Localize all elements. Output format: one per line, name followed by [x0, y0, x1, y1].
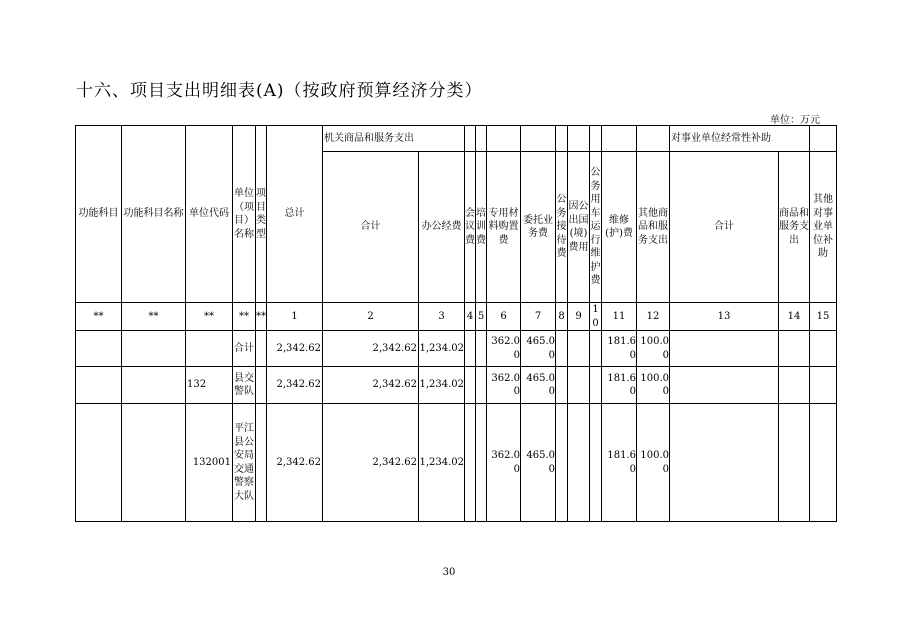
index-cell: 6	[487, 303, 521, 331]
header-special-materials: 专用材料购置费	[487, 152, 521, 303]
header-group-subsidy: 对事业单位经常性补助	[670, 126, 810, 152]
header-group-blank	[487, 126, 521, 152]
cell-total: 2,342.62	[267, 367, 323, 404]
index-cell: 14	[779, 303, 810, 331]
cell-maintenance-fee: 181.60	[602, 331, 637, 367]
cell-vehicle-fee	[590, 367, 602, 404]
cell-other-subsidy	[810, 404, 837, 522]
header-group-blank	[556, 126, 568, 152]
cell-func-subject-name	[122, 367, 186, 404]
cell-vehicle-fee	[590, 331, 602, 367]
cell-meeting-fee	[465, 404, 476, 522]
table-row	[76, 367, 837, 404]
cell-training-fee	[476, 404, 487, 522]
header-subsidy-subtotal: 合计	[670, 152, 779, 303]
header-subsidy-goods-services: 商品和服务支出	[779, 152, 810, 303]
cell-agency-subtotal: 2,342.62	[323, 367, 419, 404]
cell-special-materials: 362.00	[487, 367, 521, 404]
header-other-subsidy: 其他对事业单位补助	[810, 152, 837, 303]
index-cell: 9	[568, 303, 590, 331]
header-training-fee: 培训费	[476, 152, 487, 303]
index-cell: 3	[419, 303, 465, 331]
cell-project-type	[256, 367, 267, 404]
header-group-blank	[602, 126, 637, 152]
cell-reception-fee	[556, 331, 568, 367]
header-group-blank	[465, 126, 476, 152]
cell-special-materials: 362.00	[487, 331, 521, 367]
cell-special-materials: 362.00	[487, 404, 521, 522]
cell-subsidy-goods-services	[779, 404, 810, 522]
table-row	[76, 404, 837, 522]
cell-agency-subtotal: 2,342.62	[323, 331, 419, 367]
index-cell: 10	[590, 303, 602, 331]
header-group-blank	[521, 126, 556, 152]
index-cell: 5	[476, 303, 487, 331]
cell-unit-name: 平江县公安局交通警察大队	[233, 404, 256, 522]
cell-unit-code: 132	[186, 367, 233, 404]
header-group-blank	[810, 126, 837, 152]
header-func-subject: 功能科目	[76, 126, 122, 303]
cell-agency-subtotal: 2,342.62	[323, 404, 419, 522]
header-meeting-fee: 会议费	[465, 152, 476, 303]
table-row	[76, 331, 837, 367]
cell-training-fee	[476, 331, 487, 367]
header-commission-fee: 委托业务费	[521, 152, 556, 303]
cell-func-subject-name	[122, 331, 186, 367]
header-unit-project-name: 单位（项目）名称	[233, 126, 256, 303]
header-other-goods-services: 其他商品和服务支出	[637, 152, 670, 303]
cell-func-subject	[76, 331, 122, 367]
cell-other-goods-services: 100.00	[637, 367, 670, 404]
cell-total: 2,342.62	[267, 404, 323, 522]
header-func-subject-name: 功能科目名称	[122, 126, 186, 303]
cell-unit-code: 132001	[186, 404, 233, 522]
cell-abroad-fee	[568, 367, 590, 404]
header-group-agency-goods-services: 机关商品和服务支出	[323, 126, 465, 152]
page-number: 30	[442, 567, 456, 578]
header-group-blank	[476, 126, 487, 152]
cell-other-goods-services: 100.00	[637, 331, 670, 367]
cell-func-subject	[76, 404, 122, 522]
page-title: 十六、项目支出明细表(A)（按政府预算经济分类）	[76, 81, 483, 101]
header-maintenance-fee: 维修(护)费	[602, 152, 637, 303]
header-unit-code: 单位代码	[186, 126, 233, 303]
cell-abroad-fee	[568, 331, 590, 367]
index-cell: 13	[670, 303, 779, 331]
cell-unit-code	[186, 331, 233, 367]
index-cell: 11	[602, 303, 637, 331]
cell-unit-name: 县交警队	[233, 367, 256, 404]
cell-maintenance-fee: 181.60	[602, 367, 637, 404]
index-cell: 4	[465, 303, 476, 331]
header-abroad-fee: 因公出国(境)费用	[568, 152, 590, 303]
cell-maintenance-fee: 181.60	[602, 404, 637, 522]
index-row	[76, 303, 837, 331]
cell-other-subsidy	[810, 367, 837, 404]
cell-subsidy-subtotal	[670, 367, 779, 404]
header-group-blank	[568, 126, 590, 152]
index-cell: 1	[267, 303, 323, 331]
index-cell: **	[122, 303, 186, 331]
index-cell: **	[233, 303, 256, 331]
cell-vehicle-fee	[590, 404, 602, 522]
header-row-groups	[76, 126, 837, 152]
cell-training-fee	[476, 367, 487, 404]
cell-reception-fee	[556, 367, 568, 404]
unit-label: 单位：万元	[770, 115, 820, 126]
cell-other-subsidy	[810, 331, 837, 367]
cell-abroad-fee	[568, 404, 590, 522]
cell-total: 2,342.62	[267, 331, 323, 367]
cell-project-type	[256, 331, 267, 367]
header-project-type: 项目类型	[256, 126, 267, 303]
cell-subsidy-subtotal	[670, 404, 779, 522]
cell-meeting-fee	[465, 331, 476, 367]
index-cell: **	[256, 303, 267, 331]
cell-subsidy-goods-services	[779, 331, 810, 367]
cell-office-expense: 1,234.02	[419, 404, 465, 522]
cell-office-expense: 1,234.02	[419, 331, 465, 367]
expenditure-table	[75, 125, 837, 522]
index-cell: 2	[323, 303, 419, 331]
cell-func-subject-name	[122, 404, 186, 522]
index-cell: **	[76, 303, 122, 331]
index-cell: 7	[521, 303, 556, 331]
header-vehicle-fee: 公务用车运行维护费	[590, 152, 602, 303]
cell-commission-fee: 465.00	[521, 404, 556, 522]
cell-unit-name: 合计	[233, 331, 256, 367]
cell-commission-fee: 465.00	[521, 331, 556, 367]
cell-meeting-fee	[465, 367, 476, 404]
cell-subsidy-goods-services	[779, 367, 810, 404]
cell-office-expense: 1,234.02	[419, 367, 465, 404]
index-cell: 15	[810, 303, 837, 331]
header-group-blank	[637, 126, 670, 152]
cell-commission-fee: 465.00	[521, 367, 556, 404]
header-total: 总计	[267, 126, 323, 303]
index-cell: 8	[556, 303, 568, 331]
header-agency-subtotal: 合计	[323, 152, 419, 303]
header-reception-fee: 公务接待费	[556, 152, 568, 303]
cell-other-goods-services: 100.00	[637, 404, 670, 522]
cell-project-type	[256, 404, 267, 522]
cell-subsidy-subtotal	[670, 331, 779, 367]
cell-reception-fee	[556, 404, 568, 522]
header-group-blank	[590, 126, 602, 152]
index-cell: **	[186, 303, 233, 331]
header-office-expense: 办公经费	[419, 152, 465, 303]
cell-func-subject	[76, 367, 122, 404]
index-cell: 12	[637, 303, 670, 331]
